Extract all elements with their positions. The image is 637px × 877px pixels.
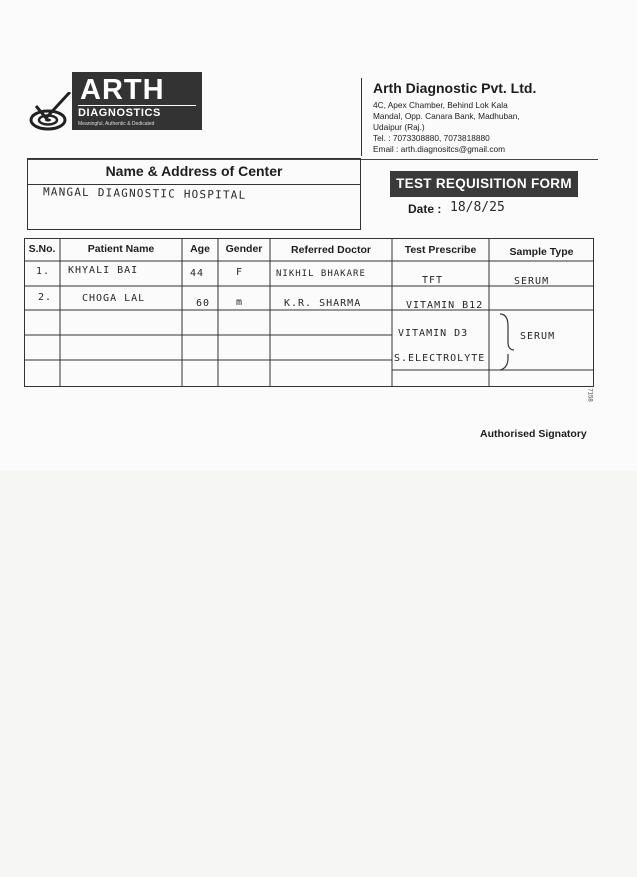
address-line: 4C, Apex Chamber, Behind Lok Kala (373, 100, 508, 110)
logo-tagline: Meaningful, Authentic & Dedicated (78, 121, 155, 127)
row1-gender[interactable]: F (236, 267, 244, 278)
center-title: Name & Address of Center (28, 159, 360, 185)
company-block (373, 80, 613, 155)
address-line: Mandal, Opp. Canara Bank, Madhuban, (373, 111, 520, 121)
row1-sno: 1. (36, 266, 51, 277)
form-serial-number: 7158 (586, 388, 593, 402)
arth-logo (28, 72, 178, 132)
col-header-patient-name: Patient Name (87, 243, 155, 255)
logo-badge (72, 72, 202, 130)
row2-sample-type[interactable]: SERUM (520, 331, 556, 342)
logo-word: ARTH (80, 74, 165, 106)
row1-referred-doctor[interactable]: NIKHIL BHAKARE (276, 269, 366, 279)
header-divider (361, 78, 362, 156)
col-header-gender: Gender (225, 243, 263, 255)
company-name: Arth Diagnostic Pvt. Ltd. (373, 80, 537, 96)
requisition-table (24, 238, 594, 388)
row2-sno: 2. (38, 292, 53, 303)
col-header-sno: S.No. (28, 243, 56, 255)
address-line: Udaipur (Raj.) (373, 122, 425, 132)
row2-gender[interactable]: m (236, 297, 244, 308)
center-name-field[interactable]: MANGAL DIAGNOSTIC HOSPITAL (42, 185, 247, 202)
blank-page-area (0, 470, 637, 877)
logo-subtitle: DIAGNOSTICS (78, 105, 196, 121)
center-box (27, 158, 361, 230)
email-line: Email : arth.diagnositcs@gmail.com (373, 144, 506, 154)
row1-age[interactable]: 44 (190, 268, 205, 279)
row2-referred-doctor[interactable]: K.R. SHARMA (284, 298, 362, 309)
phone-line: Tel. : 7073308880, 7073818880 (373, 133, 490, 143)
row2-test-2[interactable]: VITAMIN D3 (398, 328, 469, 339)
form-title: TEST REQUISITION FORM (390, 171, 578, 197)
table-grid-lines (24, 238, 594, 388)
col-header-age: Age (190, 243, 210, 255)
company-address (373, 100, 613, 155)
row2-test-1[interactable]: VITAMIN B12 (406, 300, 484, 311)
col-header-test-prescribe: Test Prescribe (404, 244, 477, 256)
row2-test-3[interactable]: S.ELECTROLYTE (394, 353, 486, 364)
authorised-signatory: Authorised Signatory (480, 428, 587, 440)
target-check-icon (28, 92, 72, 132)
date-label: Date : (408, 202, 442, 216)
row1-test[interactable]: TFT (422, 275, 444, 286)
row1-patient-name[interactable]: KHYALI BAI (68, 265, 139, 276)
col-header-referred-doctor: Referred Doctor (291, 244, 371, 256)
row1-sample-type[interactable]: SERUM (514, 276, 550, 287)
row2-age[interactable]: 60 (196, 298, 211, 309)
row2-patient-name[interactable]: CHOGA LAL (82, 293, 146, 304)
date-field[interactable]: 18/8/25 (450, 200, 505, 215)
col-header-sample-type: Sample Type (509, 246, 574, 258)
